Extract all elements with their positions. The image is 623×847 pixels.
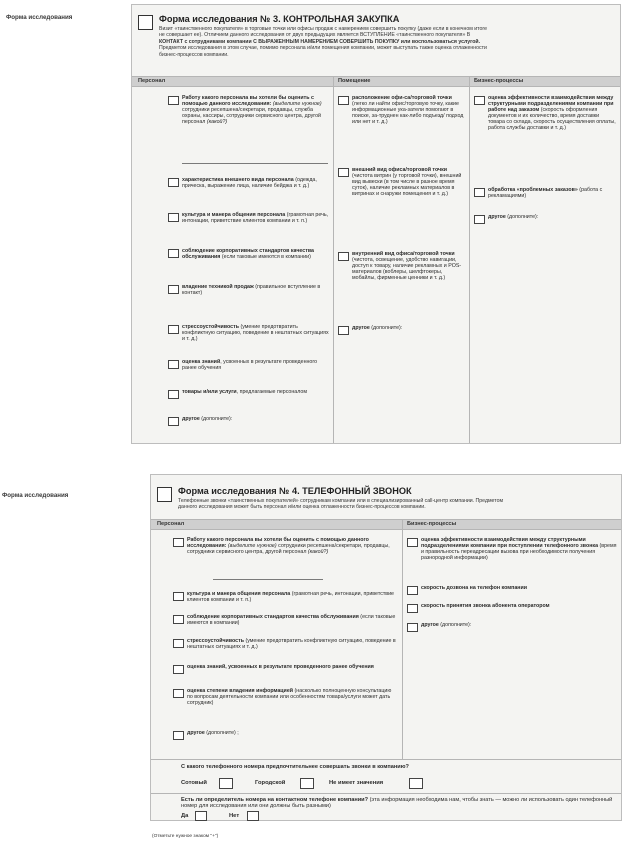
- option-yes-label: Да: [181, 813, 189, 819]
- checkbox[interactable]: [338, 96, 349, 105]
- checkbox[interactable]: [168, 178, 179, 187]
- checkbox[interactable]: [168, 390, 179, 399]
- premises-item: внутренний вид офиса/торговой точки (чистота, освещение, удобство навигации, доступ к товару, наличие рекламных и POS-материалов (воблеры, шелфтокеры, мобайлы, фирменные ценники и т. д.): [352, 251, 462, 282]
- checkbox[interactable]: [168, 417, 179, 426]
- checkbox[interactable]: [168, 285, 179, 294]
- col-business: Бизнес-процессы: [407, 521, 457, 527]
- col-personnel: Персонал: [138, 78, 166, 84]
- personnel-item: оценка степени владения информацией (насколько полноценную консультацию по вопросам деятельности компании или особенностям товара/услуги может дать сотрудник): [187, 688, 392, 707]
- form3-panel: [131, 4, 621, 444]
- premises-item: другое (дополните):: [352, 325, 403, 331]
- business-item: обработка «проблемных заказов» (работа с рекламациями): [488, 187, 603, 200]
- business-item: скорость дозвона на телефон компании: [421, 585, 528, 591]
- option-city-label: Городской: [255, 780, 286, 786]
- personnel-item: товары и/или услуги, предлагаемые персоналом: [182, 389, 307, 395]
- separator: [151, 759, 621, 760]
- col-personnel: Персонал: [157, 521, 185, 527]
- checkbox[interactable]: [338, 168, 349, 177]
- business-item: оценка эффективности взаимодействия между структурными подразделениями компании при работе над заказом (скорость оформления документов и их количество, время доставки товара со склада, скорость осуществления оплаты, работа службы доставки и т. д.): [488, 95, 616, 132]
- premises-item: расположение офи-са/торговой точки (легко ли найти офис/торговую точку, какие информационные ука-затели помогают в поиске, за-труднен как-либо подъезд/ подход или нет и т. д.): [352, 95, 464, 126]
- phone-question: С какого телефонного номера предпочтительнее совершать звонки в компанию?: [181, 764, 409, 770]
- checkbox[interactable]: [173, 689, 184, 698]
- checkbox[interactable]: [173, 731, 184, 740]
- write-in-line: [213, 579, 323, 580]
- checkbox[interactable]: [338, 252, 349, 261]
- personnel-item: характеристика внешнего вида персонала (одежда, прическа, выражение лица, наличие бейджа и т. д.): [182, 177, 317, 190]
- option-no-label: Нет: [229, 813, 240, 819]
- personnel-item: соблюдение корпоративных стандартов качества обслуживания (если таковые имеются в компании): [182, 248, 314, 261]
- checkbox[interactable]: [173, 639, 184, 648]
- separator: [151, 793, 621, 794]
- side-label-form4: Форма исследования: [2, 492, 69, 499]
- checkbox[interactable]: [168, 325, 179, 334]
- form4-column-headers: [151, 519, 621, 530]
- checkbox[interactable]: [168, 249, 179, 258]
- caller-id-question: Есть ли определитель номера на контактном телефоне компании? (эта информация необходима нам, чтобы знать — можно ли использовать один телефонный номер для исследования или они должны быть разными): [181, 797, 613, 810]
- side-label-form3: Форма исследования: [6, 14, 73, 21]
- write-in-line: [182, 163, 328, 164]
- form3-checkbox[interactable]: [138, 15, 153, 30]
- business-item: другое (дополните):: [421, 622, 472, 628]
- checkbox[interactable]: [173, 665, 184, 674]
- personnel-question: Работу какого персонала вы хотели бы оценить с помощью данного исследования: (выделите нужное) сотрудники ресепшена/секретари, продавцы, сотрудники сервисного центра, другой персонал (какой?): [187, 537, 390, 556]
- form3-column-headers: [132, 76, 620, 87]
- col-premises: Помещение: [338, 78, 371, 84]
- personnel-item: соблюдение корпоративных стандартов качества обслуживания (если таковые имеются в компании): [187, 614, 396, 627]
- form3-title: Форма исследования № 3. КОНТРОЛЬНАЯ ЗАКУПКА: [159, 14, 400, 24]
- checkbox[interactable]: [407, 586, 418, 595]
- checkbox[interactable]: [173, 592, 184, 601]
- personnel-item: владение техникой продаж (правильное вступление в контакт): [182, 284, 321, 297]
- option-any-label: Не имеет значения: [329, 780, 384, 786]
- personnel-item: оценка знаний, усвоенных в результате проведенного ранее обучения: [182, 359, 318, 372]
- divider: [469, 76, 470, 443]
- divider: [333, 76, 334, 443]
- checkbox[interactable]: [168, 96, 179, 105]
- checkbox[interactable]: [407, 538, 418, 547]
- business-item: оценка эффективности взаимодействия между структурными подразделениями компании при поступлении телефонного звонка (время и правильность переадресации вызова при необходимости получения разнородной информации): [421, 537, 617, 562]
- form4-description: Телефонные звонки «таинственных покупателей» сотрудникам компании или в специализированный call-центр компании. Предметом данного исследования может быть персонал и/или оценка отлаженности бизнес-процессов компании.: [178, 498, 504, 511]
- form3-description: Визит «таинственного покупателя» в торговые точки или офисы продаж с намерением совершить покупку (даже если в конечном итоге не совершает ее). Отличием данного исследования от двух предыдущих является ВСТУПЛЕНИЕ «таинственного покупателя» В КОНТАКТ с сотрудниками компании С ВЫРАЖЕННЫМ НАМЕРЕНИЕМ СОВЕРШИТЬ ПОКУПКУ или воспользоваться услугой. Предметом исследования в этом случае, помимо персонала и/или помещения компании, может выступать также оценка отлаженности бизнес-процессов компании.: [159, 26, 488, 58]
- checkbox[interactable]: [173, 538, 184, 547]
- checkbox[interactable]: [474, 215, 485, 224]
- checkbox[interactable]: [407, 623, 418, 632]
- personnel-item: оценка знаний, усвоенных в результате проведенного ранее обучения: [187, 664, 374, 670]
- checkbox[interactable]: [474, 188, 485, 197]
- form4-title: Форма исследования № 4. ТЕЛЕФОННЫЙ ЗВОНОК: [178, 486, 412, 496]
- option-mobile-checkbox[interactable]: [219, 778, 233, 789]
- business-item: другое (дополните):: [488, 214, 539, 220]
- personnel-item: другое (дополните) ;: [187, 730, 239, 736]
- business-item: скорость принятия звонка абонента оператором: [421, 603, 550, 609]
- personnel-question: Работу какого персонала вы хотели бы оценить с помощью данного исследования: (выделите нужное) сотрудники ресепшена/секретари, продавцы, служба охраны, кассиры, сотрудники сервисного центра, другой персонал (какой?): [182, 95, 322, 126]
- footnote: (Отметьте нужное знаком "+"): [152, 834, 219, 839]
- personnel-item: культура и манера общения персонала (грамотная речь, интонации, приветствие клиентов компании и т. п.): [182, 212, 329, 225]
- checkbox[interactable]: [168, 213, 179, 222]
- checkbox[interactable]: [338, 326, 349, 335]
- option-any-checkbox[interactable]: [409, 778, 423, 789]
- personnel-item: культура и манера общения персонала (грамотная речь, интонации, приветствие клиентов компании и т. п.): [187, 591, 394, 604]
- form4-panel: [150, 474, 622, 821]
- personnel-item: другое (дополните):: [182, 416, 233, 422]
- personnel-item: стрессоустойчивость (умение предотвратить конфликтную ситуацию, поведение в нештатных ситуациях и т. д.): [182, 324, 329, 343]
- option-yes-checkbox[interactable]: [195, 811, 207, 821]
- checkbox[interactable]: [173, 615, 184, 624]
- premises-item: внешний вид офиса/торговой точки (чистота витрин (у торговой точки), внешний вид вывески (в том числе в разное время суток), наличие рекламных материалов в витринах и снаружи помещения и т. д.): [352, 167, 462, 198]
- option-city-checkbox[interactable]: [300, 778, 314, 789]
- checkbox[interactable]: [474, 96, 485, 105]
- checkbox[interactable]: [168, 360, 179, 369]
- checkbox[interactable]: [407, 604, 418, 613]
- form4-checkbox[interactable]: [157, 487, 172, 502]
- divider: [402, 519, 403, 759]
- col-business: Бизнес-процессы: [474, 78, 524, 84]
- option-mobile-label: Сотовый: [181, 780, 207, 786]
- personnel-item: стрессоустойчивость (умение предотвратить конфликтную ситуацию, поведение в нештатных ситуациях и т. д.): [187, 638, 396, 651]
- option-no-checkbox[interactable]: [247, 811, 259, 821]
